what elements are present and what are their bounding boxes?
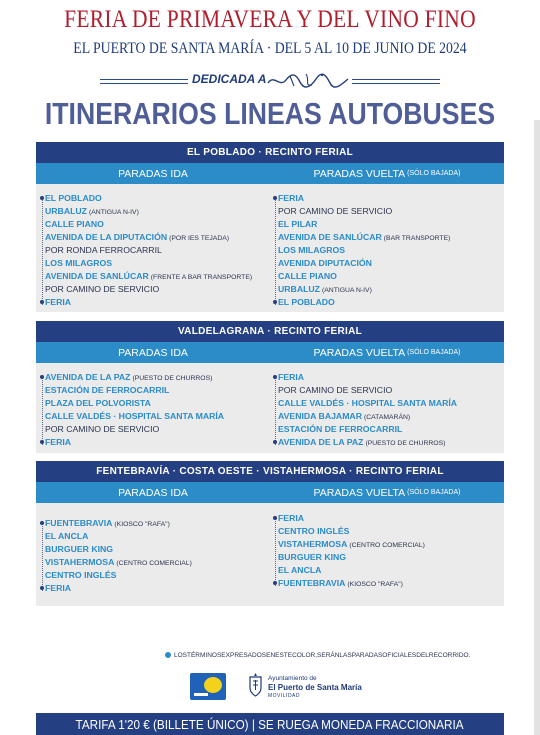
poster-title: FERIA DE PRIMAVERA Y DEL VINO FINO <box>64 6 476 33</box>
column-headers <box>36 342 504 363</box>
route-stop <box>278 192 504 205</box>
stop-name: CALLE VALDÉS · HOSPITAL SANTA MARÍA <box>278 398 458 408</box>
vuelta-stop-list <box>275 512 504 590</box>
fare-text: TARIFA 1'20 € (BILLETE ÚNICO) | SE RUEGA MONEDA FRACCIONARIA <box>75 716 464 732</box>
route-stop <box>278 423 504 436</box>
route-stop <box>45 556 271 569</box>
route-stop <box>278 577 504 590</box>
stop-note: (POR IES TEJADA) <box>169 235 230 242</box>
route-stop <box>45 517 271 530</box>
stop-name: ESTACIÓN DE FERROCARRIL <box>278 424 403 434</box>
route-stop <box>278 436 504 449</box>
route-title: FENTEBRAVÍA · COSTA OESTE · VISTAHERMOSA · RECINTO FERIAL <box>36 461 504 482</box>
stop-name: VISTAHERMOSA <box>278 539 348 549</box>
stop-note: (CATAMARÁN) <box>363 414 411 421</box>
route-stop <box>45 283 271 296</box>
route-stop <box>45 192 271 205</box>
vuelta-stop-list <box>275 192 504 309</box>
route-stop <box>278 371 504 384</box>
stop-name: FERIA <box>45 583 72 593</box>
stop-name: CALLE VALDÉS · HOSPITAL SANTA MARÍA <box>45 411 225 421</box>
route-stop <box>278 257 504 270</box>
itinerary-heading: ITINERARIOS LINEAS AUTOBUSES <box>44 96 496 131</box>
route-stop <box>45 270 271 283</box>
ida-header <box>36 163 270 184</box>
ida-header-label: PARADAS IDA <box>118 486 188 499</box>
stop-name: FERIA <box>45 297 72 307</box>
route-stop <box>45 205 271 218</box>
route-stop <box>278 410 504 423</box>
route-stop <box>278 551 504 564</box>
column-headers <box>36 482 504 503</box>
route-stop <box>45 530 271 543</box>
stop-name: EL POBLADO <box>45 193 102 203</box>
fare-banner <box>36 713 504 735</box>
stop-name: AVENIDA DE LA PAZ <box>45 372 131 382</box>
stop-note: (PUESTO DE CHURROS) <box>365 440 446 447</box>
stop-name: EL POBLADO <box>278 297 335 307</box>
stop-name: ESTACIÓN DE FERROCARRIL <box>45 385 170 395</box>
column-headers <box>36 163 504 184</box>
route-stop <box>45 436 271 449</box>
stop-note: (KIOSCO "RAFA") <box>114 521 170 528</box>
stop-note: (CENTRO COMERCIAL) <box>349 542 425 549</box>
route-stop <box>278 564 504 577</box>
stop-name: CALLE PIANO <box>278 271 337 281</box>
stop-name: AVENIDA DIPUTACIÓN <box>278 258 372 268</box>
route-stop <box>45 384 271 397</box>
stop-note: (CENTRO COMERCIAL) <box>116 560 192 567</box>
stop-name: AVENIDA DE LA PAZ <box>278 437 364 447</box>
stop-name: URBALUZ <box>278 284 320 294</box>
stop-name: VISTAHERMOSA <box>45 557 115 567</box>
poster-subtitle: EL PUERTO DE SANTA MARÍA · DEL 5 AL 10 DE JUNIO DE 2024 <box>73 40 467 57</box>
legend-text: LOSTÉRMINOSEXPRESADOSENESTECOLOR,SERÁNLASPARADASOFICIALESDELRECORRIDO. <box>174 652 471 659</box>
city-shield-icon <box>248 672 263 698</box>
route-stop <box>45 582 271 595</box>
ida-stop-list <box>42 371 271 449</box>
ida-header <box>36 482 270 503</box>
dedication-line-left <box>100 79 188 84</box>
vuelta-header-note: (SÓLO BAJADA) <box>407 489 461 496</box>
stop-name: EL ANCLA <box>45 531 89 541</box>
route-stop <box>278 538 504 551</box>
stop-name: POR CAMINO DE SERVICIO <box>45 424 160 434</box>
vuelta-header-note: (SÓLO BAJADA) <box>407 170 461 177</box>
dedication-text: DEDICADA A <box>192 72 267 86</box>
stop-name: CENTRO INGLÉS <box>278 526 350 536</box>
route-stop <box>278 296 504 309</box>
stop-name: FERIA <box>278 513 305 523</box>
route-stop <box>45 231 271 244</box>
stop-name: AVENIDA DE SANLÚCAR <box>278 232 382 242</box>
route-stop <box>278 231 504 244</box>
route-stop <box>278 244 504 257</box>
ida-stop-list <box>42 192 271 309</box>
route-stop <box>45 371 271 384</box>
route-stop <box>278 283 504 296</box>
route-stop <box>45 218 271 231</box>
dedication-line-right <box>352 79 440 84</box>
stop-note: (ANTIGUA N-IV) <box>321 287 372 294</box>
signature-icon <box>266 70 350 92</box>
route-stop <box>45 257 271 270</box>
ida-stop-list <box>42 517 271 595</box>
route-stop <box>45 543 271 556</box>
vuelta-header <box>270 342 504 363</box>
route-stop <box>45 296 271 309</box>
vuelta-header-label: PARADAS VUELTA <box>313 346 406 359</box>
stop-name: POR RONDA FERROCARRIL <box>45 245 162 255</box>
route-stop <box>278 205 504 218</box>
legend-dot-icon <box>165 652 171 658</box>
stop-name: BURGUER KING <box>278 552 347 562</box>
bus-company-logo <box>190 673 226 700</box>
stop-note: (FRENTE A BAR TRANSPORTE) <box>150 274 253 281</box>
ida-header <box>36 342 270 363</box>
stop-note: (PUESTO DE CHURROS) <box>132 375 213 382</box>
dedication-row <box>100 70 440 92</box>
stop-name: CENTRO INGLÉS <box>45 570 117 580</box>
route-stop <box>45 244 271 257</box>
legend <box>165 652 505 662</box>
route-stop <box>45 423 271 436</box>
route-section-valdelagrana <box>36 321 504 453</box>
route-stop <box>278 270 504 283</box>
ida-header-label: PARADAS IDA <box>118 167 188 180</box>
stop-name: AVENIDA DE SANLÚCAR <box>45 271 149 281</box>
stop-name: EL PILAR <box>278 219 318 229</box>
stop-name: FERIA <box>45 437 72 447</box>
route-stop <box>278 384 504 397</box>
vuelta-stop-list <box>275 371 504 449</box>
route-stop <box>278 525 504 538</box>
stop-name: POR CAMINO DE SERVICIO <box>45 284 160 294</box>
stop-name: BURGUER KING <box>45 544 114 554</box>
route-title: VALDELAGRANA · RECINTO FERIAL <box>36 321 504 342</box>
city-council-logo <box>268 674 362 701</box>
route-stop <box>278 512 504 525</box>
vuelta-header <box>270 482 504 503</box>
ida-header-label: PARADAS IDA <box>118 346 188 359</box>
page-edge <box>534 120 540 735</box>
vuelta-header-note: (SÓLO BAJADA) <box>407 349 461 356</box>
stop-name: AVENIDA DE LA DIPUTACIÓN <box>45 232 168 242</box>
stop-note: (KIOSCO "RAFA") <box>347 581 403 588</box>
stop-name: FERIA <box>278 372 305 382</box>
vuelta-header <box>270 163 504 184</box>
route-stop <box>45 397 271 410</box>
route-stop <box>278 218 504 231</box>
stop-name: POR CAMINO DE SERVICIO <box>278 206 393 216</box>
stop-name: FERIA <box>278 193 305 203</box>
route-stop <box>45 410 271 423</box>
ayto-line3: MOVILIDAD <box>268 693 301 699</box>
route-section-fuentebravia <box>36 461 504 606</box>
route-stop <box>45 569 271 582</box>
route-stop <box>278 397 504 410</box>
stop-name: PLAZA DEL POLVORISTA <box>45 398 151 408</box>
stop-name: LOS MILAGROS <box>278 245 346 255</box>
stop-name: CALLE PIANO <box>45 219 104 229</box>
stop-name: URBALUZ <box>45 206 87 216</box>
stop-name: LOS MILAGROS <box>45 258 113 268</box>
vuelta-header-label: PARADAS VUELTA <box>313 167 406 180</box>
stop-name: POR CAMINO DE SERVICIO <box>278 385 393 395</box>
stop-name: FUENTEBRAVIA <box>278 578 346 588</box>
stop-name: FUENTEBRAVIA <box>45 518 113 528</box>
stop-note: (ANTIGUA N-IV) <box>88 209 139 216</box>
stop-name: AVENIDA BAJAMAR <box>278 411 362 421</box>
route-section-el-poblado <box>36 142 504 312</box>
stop-name: EL ANCLA <box>278 565 322 575</box>
ayto-line1: Ayuntamiento de <box>268 675 317 682</box>
stop-note: (BAR TRANSPORTE) <box>383 235 451 242</box>
ayto-line2: El Puerto de Santa María <box>268 683 362 692</box>
route-title: EL POBLADO · RECINTO FERIAL <box>36 142 504 163</box>
vuelta-header-label: PARADAS VUELTA <box>313 486 406 499</box>
